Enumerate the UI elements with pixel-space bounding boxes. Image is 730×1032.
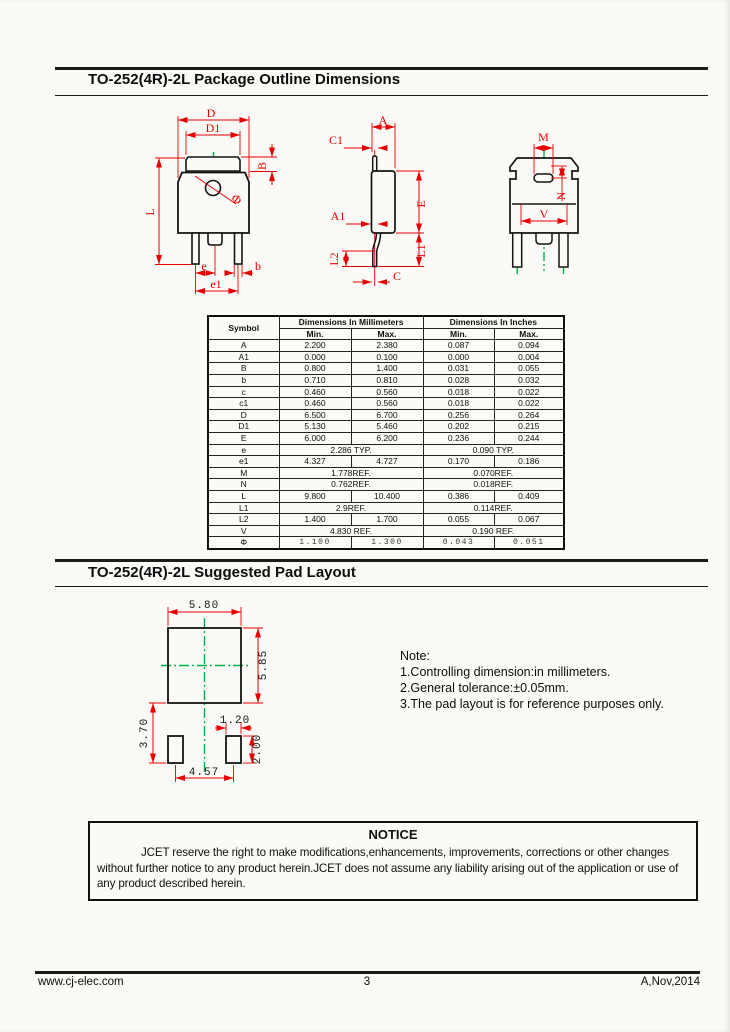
lead-pad-right [226,736,241,763]
table-cell: 0.055 [494,363,564,375]
dim-label-M: M [538,130,549,144]
table-cell: 2.9REF. [279,502,423,514]
col-header-min: Min. [279,328,351,340]
footer-rule [35,971,700,974]
table-row [208,479,564,491]
table-cell: 0.710 [279,374,351,386]
table-row [208,525,564,537]
table-cell: 0.560 [351,398,423,410]
table-row [208,340,564,352]
table-row [208,502,564,514]
dim-label-C: C [392,269,402,283]
dim-label-C1: C1 [328,133,344,147]
table-cell: 4.830 REF. [279,525,423,537]
dim-label-e: e [201,259,207,273]
table-cell: b [208,374,279,386]
table-cell: 5.460 [351,421,423,433]
table-cell: 9.800 [279,490,351,502]
table-row [208,514,564,526]
col-header-max: Max. [494,328,564,340]
table-row [208,351,564,363]
table-cell: 0.067 [494,514,564,526]
table-header-row [208,316,564,328]
table-cell: 0.386 [423,490,494,502]
dim-label-E: E [414,200,428,208]
table-cell: 5.130 [279,421,351,433]
tab-outline [186,157,240,171]
dim-label-L1: L1 [414,244,428,258]
table-row [208,421,564,433]
table-cell: 0.000 [423,351,494,363]
dim-label-A1: A1 [330,209,346,223]
notice-title: NOTICE [368,827,418,842]
table-row [208,456,564,468]
table-cell: E [208,432,279,444]
table-cell: 1.400 [279,514,351,526]
table-row [208,386,564,398]
table-cell: 0.170 [423,456,494,468]
table-cell: 6.200 [351,432,423,444]
section2-title: TO-252(4R)-2L Suggested Pad Layout [88,564,356,581]
section2-underline [55,586,708,587]
table-cell: 6.700 [351,409,423,421]
dim-label-D1: D1 [205,121,221,135]
front-view-drawing [140,104,320,304]
table-cell: 0.100 [351,351,423,363]
table-cell: 0.051 [494,537,564,549]
table-cell: e [208,444,279,456]
table-cell: 0.032 [494,374,564,386]
table-cell: 4.327 [279,456,351,468]
table-cell: 0.004 [494,351,564,363]
table-cell: 0.460 [279,386,351,398]
note-lines [400,664,664,712]
table-cell: L [208,490,279,502]
table-cell: 0.070REF. [423,467,564,479]
lead-right [559,233,568,267]
tab-edge [373,156,377,171]
table-cell: 0.022 [494,386,564,398]
table-cell: 1.778REF. [279,467,423,479]
pad-layout-drawing [135,595,280,790]
table-cell: 2.286 TYP. [279,444,423,456]
back-view-drawing [505,108,630,278]
table-cell: 0.244 [494,432,564,444]
dim-label-D: D [206,106,216,120]
lead-left [513,233,522,267]
note-line: 3.The pad layout is for reference purposes only. [400,697,664,711]
table-cell: 0.762REF. [279,479,423,491]
table-cell: A1 [208,351,279,363]
table-cell: 0.202 [423,421,494,433]
table-cell: 0.031 [423,363,494,375]
table-cell: 0.215 [494,421,564,433]
table-row [208,467,564,479]
lead-bend [373,233,381,267]
dim-label-V: V [539,207,549,221]
table-cell: 1.700 [351,514,423,526]
table-cell: 0.800 [279,363,351,375]
table-cell: 0.236 [423,432,494,444]
footer-revision: A,Nov,2014 [640,976,700,988]
pad-dim-pad-width: 1.20 [219,715,251,727]
table-row [208,374,564,386]
lead-right [235,233,243,264]
dim-label-N: N [554,191,568,201]
table-cell: 0.560 [351,386,423,398]
center-stub [536,233,552,244]
table-cell: 0.018 [423,398,494,410]
footer-website: www.cj-elec.com [38,976,124,988]
table-cell: 0.256 [423,409,494,421]
table-row [208,363,564,375]
note-line: 2.General tolerance:±0.05mm. [400,681,569,695]
notice-box [88,821,698,901]
table-cell: D [208,409,279,421]
pad-dim-pitch: 4.57 [188,767,220,779]
table-row [208,432,564,444]
table-row [208,409,564,421]
notice-body: JCET reserve the right to make modifications,enhancements, improvements, corrections or other changes without further notice to any product herein.JCET does not assume any liability arising out of the application or use of any product described herein. [97,846,679,890]
table-cell: 0.043 [423,537,494,549]
note-line: 1.Controlling dimension:in millimeters. [400,665,611,679]
table-cell: L1 [208,502,279,514]
table-cell: 6.500 [279,409,351,421]
col-header-inches: Dimensions In Inches [423,316,564,328]
section2-top-rule [55,559,708,562]
table-cell: M [208,467,279,479]
pad-dim-height: 5.85 [258,649,270,681]
pad-dim-width: 5.80 [188,600,220,612]
slot [534,174,553,182]
dim-table-body [208,340,564,549]
section1-top-rule [55,67,708,70]
dim-label-b: b [255,259,261,273]
col-header-min: Min. [423,328,494,340]
table-cell: 0.460 [279,398,351,410]
lead-pad-left [168,736,183,763]
pad-dim-offset: 3.70 [139,717,151,749]
table-cell: N [208,479,279,491]
col-header-symbol: Symbol [208,316,279,340]
table-cell: 2.200 [279,340,351,352]
dim-label-phi: Φ [228,190,245,209]
dim-label-B: B [255,161,269,171]
table-cell: D1 [208,421,279,433]
side-view-drawing [320,104,450,294]
table-cell: 4.727 [351,456,423,468]
table-cell: 0.028 [423,374,494,386]
footer-page-number: 3 [363,976,371,988]
dim-label-L2: L2 [327,252,341,266]
table-cell: L2 [208,514,279,526]
table-cell: c1 [208,398,279,410]
note-title: Note: [400,649,430,663]
table-cell: 1.400 [351,363,423,375]
table-cell: e1 [208,456,279,468]
center-stub [208,233,222,245]
dim-label-L: L [143,208,157,216]
table-cell: 0.000 [279,351,351,363]
table-cell: 0.094 [494,340,564,352]
table-cell: 0.018REF. [423,479,564,491]
table-row [208,444,564,456]
table-cell: 0.264 [494,409,564,421]
lead-left [192,233,199,264]
table-cell: 0.114REF. [423,502,564,514]
table-cell: 0.810 [351,374,423,386]
section1-underline [55,95,708,96]
table-cell: 10.400 [351,490,423,502]
dimensions-table [207,315,565,550]
table-row [208,398,564,410]
table-cell: 1.100 [279,537,351,549]
table-cell: 0.186 [494,456,564,468]
col-header-mm: Dimensions In Millimeters [279,316,423,328]
table-cell: c [208,386,279,398]
table-cell: B [208,363,279,375]
table-cell: V [208,525,279,537]
table-cell: 0.022 [494,398,564,410]
table-cell: 1.300 [351,537,423,549]
dim-label-A: A [378,113,388,127]
col-header-max: Max. [351,328,423,340]
table-cell: Φ [208,537,279,549]
table-cell: 0.190 REF. [423,525,564,537]
table-cell: 2.380 [351,340,423,352]
note-block [400,648,664,712]
table-cell: 0.087 [423,340,494,352]
table-cell: 0.018 [423,386,494,398]
table-cell: A [208,340,279,352]
table-cell: 0.055 [423,514,494,526]
dim-label-e1: e1 [210,277,222,291]
table-row [208,490,564,502]
table-cell: 0.409 [494,490,564,502]
table-cell: 6.000 [279,432,351,444]
section1-title: TO-252(4R)-2L Package Outline Dimensions [88,71,401,88]
table-cell: 0.090 TYP. [423,444,564,456]
table-row [208,537,564,549]
pad-dim-pad-height: 2.00 [252,733,264,765]
